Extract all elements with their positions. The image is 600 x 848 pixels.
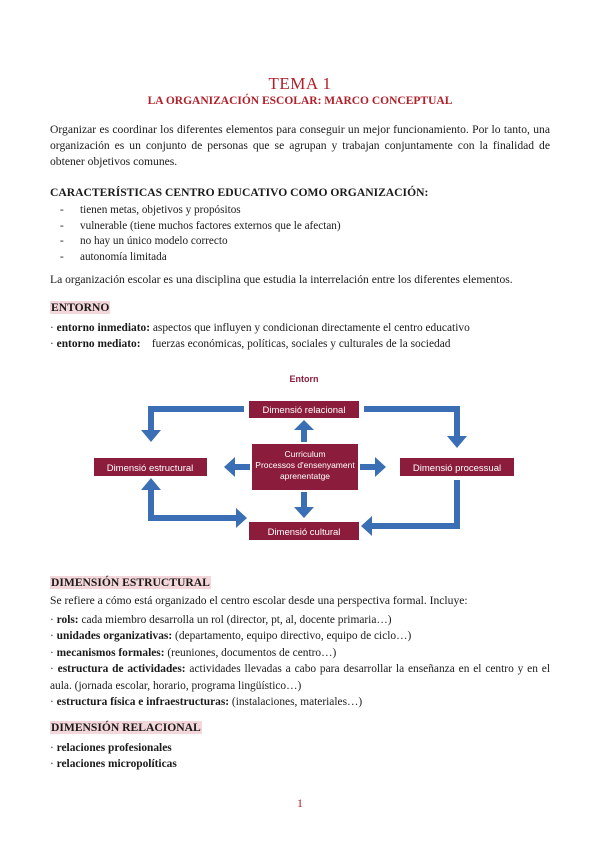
list-item: - no hay un único modelo correcto <box>60 234 341 250</box>
estructural-heading: DIMENSIÓN ESTRUCTURAL <box>51 576 210 589</box>
document-title: TEMA 1 <box>268 74 332 93</box>
caracteristicas-list <box>60 203 341 265</box>
intro-paragraph: Organizar es coordinar los diferentes elementos para conseguir un mejor funcionamiento. Por lo tanto, una organización es un conjunto de personas que se agrupan y trabajan conjuntamente con la finalidad de obtener objetivos comunes. <box>50 123 550 168</box>
list-item: - tienen metas, objetivos y propósitos <box>60 203 341 219</box>
definition: cada miembro desarrolla un rol (director, pt, al, docente primaria…) <box>78 614 392 626</box>
term: unidades organizativas: <box>56 630 173 643</box>
arrow-left-head-icon <box>224 457 235 477</box>
relacional-list <box>50 740 550 773</box>
definition: (reuniones, documentos de centro…) <box>164 646 337 659</box>
corner-head-tl-icon <box>141 430 161 442</box>
definition: fuerzas económicas, políticas, sociales y culturales de la sociedad <box>140 338 451 351</box>
term: mecanismos formales: <box>56 646 165 659</box>
list-item: - autonomía limitada <box>60 250 341 266</box>
center-line-1: Curriculum <box>284 449 326 459</box>
label-estructural: Dimensió estructural <box>106 463 194 474</box>
list-item: · relaciones micropolíticas <box>50 758 177 771</box>
entorno-heading: ENTORNO <box>51 301 110 314</box>
estructural-list <box>50 612 550 710</box>
term: estructura física e infraestructuras: <box>56 696 230 709</box>
list-item: · estructura física e infraestructuras: (instalaciones, materiales…) <box>50 696 363 709</box>
corner-arrow-top-right-icon <box>364 409 457 436</box>
corner-head-bl2-icon <box>236 508 247 528</box>
center-line-2: Processos d'ensenyament <box>255 460 355 470</box>
list-item: · unidades organizativas: (departamento, equipo directivo, equipo de ciclo…) <box>50 630 412 643</box>
list-item: · estructura de actividades: actividades llevadas a cabo para desarrollar la enseñanza en el centro y en el aula. (jornada escolar, horario, programa lingüístico…) <box>50 663 550 692</box>
term: relaciones profesionales <box>56 742 172 754</box>
page-number: 1 <box>297 796 303 810</box>
term: relaciones micropolíticas <box>56 758 177 771</box>
entorno-list <box>50 320 550 353</box>
corner-head-br-icon <box>361 516 372 536</box>
center-line-3: aprenentatge <box>279 471 331 481</box>
definition: (instalaciones, materiales…) <box>229 696 363 709</box>
estructural-intro: Se refiere a cómo está organizado el centro escolar desde una perspectiva formal. Incluye: <box>50 594 468 607</box>
relacional-heading: DIMENSIÓN RELACIONAL <box>51 721 201 734</box>
corner-head-tr-icon <box>447 436 467 448</box>
label-processual: Dimensió processual <box>412 463 502 474</box>
label-cultural: Dimensió cultural <box>267 527 341 538</box>
list-item: - vulnerable (tiene muchos factores externos que le afectan) <box>60 219 341 235</box>
term: rols: <box>56 614 79 626</box>
corner-arrow-top-left-icon <box>151 409 244 430</box>
corner-arrow-bottom-right-icon <box>372 480 457 526</box>
list-item: · mecanismos formales: (reuniones, documentos de centro…) <box>50 646 337 659</box>
definition: (departamento, equipo directivo, equipo de ciclo…) <box>172 630 412 643</box>
diagram-title: Entorn <box>289 374 319 384</box>
caracteristicas-closing: La organización escolar es una disciplina que estudia la interrelación entre los diferentes elementos. <box>50 273 513 286</box>
definition: aspectos que influyen y condicionan directamente el centro educativo <box>150 322 470 334</box>
dimensions-diagram <box>94 368 514 544</box>
list-item: · relaciones profesionales <box>50 742 172 754</box>
caracteristicas-heading: CARACTERÍSTICAS CENTRO EDUCATIVO COMO ORGANIZACIÓN: <box>50 186 429 199</box>
arrow-up-head-icon <box>294 420 314 430</box>
term: estructura de actividades: <box>57 663 186 676</box>
document-subtitle: LA ORGANIZACIÓN ESCOLAR: MARCO CONCEPTUAL <box>147 95 453 107</box>
list-item: · rols: cada miembro desarrolla un rol (director, pt, al, docente primaria…) <box>50 614 392 626</box>
term: entorno mediato: <box>56 338 141 351</box>
corner-arrow-bottom-left-icon <box>151 488 236 518</box>
term: entorno inmediato: <box>56 322 150 334</box>
corner-head-bl-icon <box>141 478 161 490</box>
list-item: · entorno inmediato: aspectos que influyen y condicionan directamente el centro educativo <box>50 322 470 334</box>
arrow-right-head-icon <box>375 457 386 477</box>
arrow-down-head-icon <box>294 507 314 518</box>
list-item: · entorno mediato: fuerzas económicas, políticas, sociales y culturales de la sociedad <box>50 338 451 351</box>
definition: actividades llevadas a cabo para desarrollar la enseñanza en el centro y en el aula. (jornada escolar, horario, programa lingüístico…) <box>50 663 550 692</box>
label-relacional: Dimensió relacional <box>262 405 346 416</box>
